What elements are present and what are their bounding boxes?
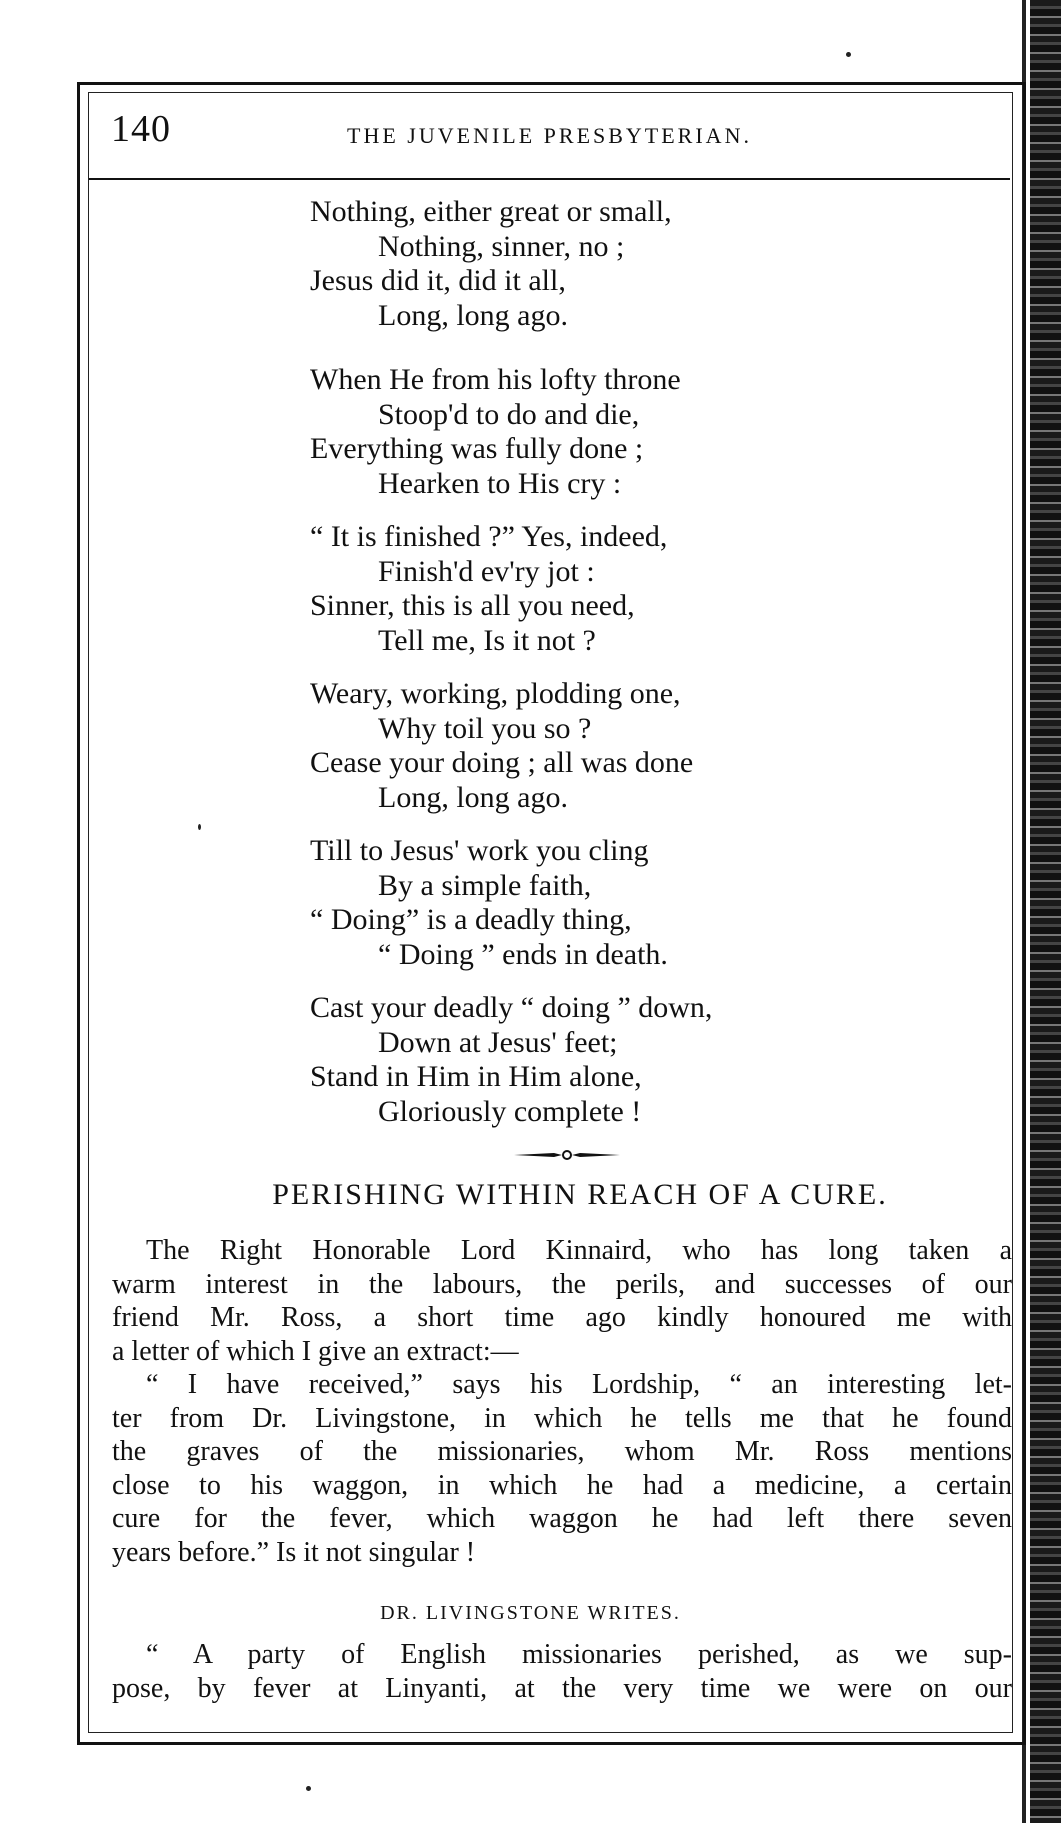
poem-line: Sinner, this is all you need,	[310, 589, 635, 622]
poem-stanza	[0, 991, 1061, 1129]
article-paragraph	[112, 1368, 1012, 1569]
article-title: PERISHING WITHIN REACH OF A CURE.	[272, 1178, 888, 1211]
poem-line: By a simple faith,	[378, 868, 592, 902]
poem-line: Long, long ago.	[378, 780, 568, 814]
ink-speck	[846, 52, 851, 57]
text-line: the graves of the missionaries, whom Mr. Ross mentions	[112, 1436, 1012, 1467]
ink-speck	[306, 1786, 311, 1791]
poem-line: Till to Jesus' work you cling	[310, 834, 649, 867]
article-paragraph	[112, 1234, 1012, 1368]
text-line: years before.” Is it not singular !	[112, 1536, 476, 1568]
text-line: friend Mr. Ross, a short time ago kindly honoured me with	[112, 1302, 1012, 1333]
poem-line: When He from his lofty throne	[310, 363, 681, 396]
poem	[0, 195, 1061, 1148]
poem-line: Gloriously complete !	[378, 1094, 642, 1128]
text-line: The Right Honorable Lord Kinnaird, who has long taken a	[146, 1235, 1012, 1266]
poem-line: “ Doing ” ends in death.	[378, 937, 668, 971]
running-head: THE JUVENILE PRESBYTERIAN.	[347, 123, 752, 148]
text-line: a letter of which I give an extract:—	[112, 1335, 519, 1367]
text-line: ter from Dr. Livingstone, in which he tells me that he found	[112, 1402, 1012, 1434]
poem-line: Nothing, sinner, no ;	[378, 229, 625, 263]
poem-line: Jesus did it, did it all,	[310, 264, 566, 297]
poem-stanza	[0, 195, 1061, 333]
text-line: “ I have received,” says his Lordship, “ an interesting let-	[146, 1369, 1012, 1400]
section-subtitle: DR. LIVINGSTONE WRITES.	[380, 1602, 681, 1624]
poem-line: Nothing, either great or small,	[310, 195, 672, 228]
poem-line: Stoop'd to do and die,	[378, 397, 640, 431]
text-line: pose, by fever at Linyanti, at the very time we were on our	[112, 1672, 1012, 1704]
text-line: cure for the fever, which waggon he had left there seven	[112, 1503, 1012, 1534]
poem-line: Tell me, Is it not ?	[378, 623, 596, 657]
poem-line: “ Doing” is a deadly thing,	[310, 903, 632, 936]
poem-line: Finish'd ev'ry jot :	[378, 554, 595, 588]
poem-line: Down at Jesus' feet;	[378, 1025, 618, 1059]
poem-line: Cease your doing ; all was done	[310, 746, 694, 779]
poem-stanza	[0, 834, 1061, 972]
poem-line: Stand in Him in Him alone,	[310, 1060, 642, 1093]
text-line: close to his waggon, in which he had a medicine, a certain	[112, 1469, 1012, 1501]
poem-stanza	[0, 363, 1061, 501]
poem-line: Long, long ago.	[378, 298, 568, 332]
page-header	[89, 93, 1010, 180]
poem-stanza	[0, 677, 1061, 815]
poem-line: Weary, working, plodding one,	[310, 677, 681, 710]
section-divider-ornament	[514, 1149, 620, 1161]
poem-line: Hearken to His cry :	[378, 466, 622, 500]
poem-line: Cast your deadly “ doing ” down,	[310, 991, 713, 1024]
page-number: 140	[111, 108, 171, 150]
text-line: warm interest in the labours, the perils, and successes of our	[112, 1268, 1012, 1300]
poem-stanza	[0, 520, 1061, 658]
text-line: “ A party of English missionaries perished, as we sup-	[146, 1639, 1012, 1670]
poem-line: “ It is finished ?” Yes, indeed,	[310, 520, 668, 553]
poem-line: Why toil you so ?	[378, 711, 592, 745]
poem-line: Everything was fully done ;	[310, 432, 644, 465]
article-paragraph	[112, 1638, 1012, 1705]
